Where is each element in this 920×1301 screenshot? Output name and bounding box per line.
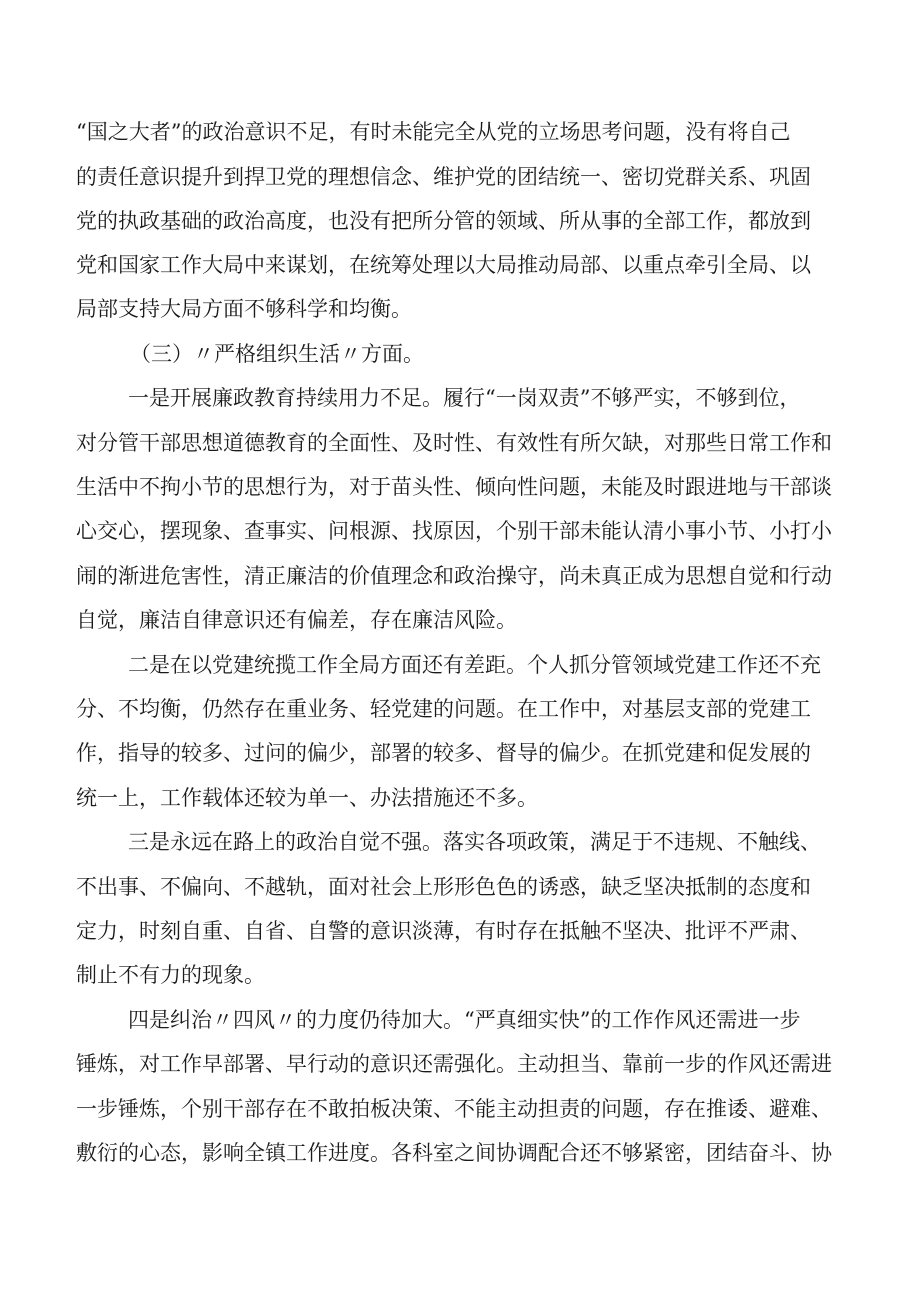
text-line: 敷衍的心态，影响全镇工作进度。各科室之间协调配合还不够紧密，团结奋斗、协 (76, 1141, 832, 1165)
text-line: 一步锤炼，个别干部存在不敢拍板决策、不能主动担责的问题，存在推诿、避难、 (76, 1097, 832, 1121)
text-line: 自觉，廉洁自律意识还有偏差，存在廉洁风险。 (76, 608, 517, 632)
text-line: “国之大者”的政治意识不足，有时未能完全从党的立场思考问题，没有将自己 (76, 120, 791, 144)
section-heading: （三）〃严格组织生活〃方面。 (130, 342, 424, 366)
text-line: 党和国家工作大局中来谋划，在统筹处理以大局推动局部、以重点牵引全局、以 (76, 253, 811, 277)
paragraph-start: 二是在以党建统揽工作全局方面还有差距。个人抓分管领域党建工作还不充 (128, 653, 821, 677)
paragraph-start: 一是开展廉政教育持续用力不足。履行“一岗双责”不够严实，不够到位， (128, 386, 801, 410)
text-line: 定力，时刻自重、自省、自警的意识淡薄，有时存在抵触不坚决、批评不严肃、 (76, 919, 811, 943)
text-line: 闹的渐进危害性，清正廉洁的价值理念和政治操守，尚未真正成为思想自觉和行动 (76, 564, 832, 588)
text-line: 制止不有力的现象。 (76, 963, 265, 987)
text-line: 生活中不拘小节的思想行为，对于苗头性、倾向性问题，未能及时跟进地与干部谈 (76, 475, 832, 499)
text-line: 的责任意识提升到捍卫党的理想信念、维护党的团结统一、密切党群关系、巩固 (76, 165, 811, 189)
text-line: 锤炼，对工作早部署、早行动的意识还需强化。主动担当、靠前一步的作风还需进 (76, 1052, 832, 1076)
text-line: 作，指导的较多、过问的偏少，部署的较多、督导的偏少。在抓党建和促发展的 (76, 741, 811, 765)
text-line: 统一上，工作载体还较为单一、办法措施还不多。 (76, 786, 538, 810)
text-line: 党的执政基础的政治高度，也没有把所分管的领域、所从事的全部工作，都放到 (76, 209, 811, 233)
text-line: 分、不均衡，仍然存在重业务、轻党建的问题。在工作中，对基层支部的党建工 (76, 697, 811, 721)
text-line: 不出事、不偏向、不越轨，面对社会上形形色色的诱惑，缺乏坚决抵制的态度和 (76, 875, 811, 899)
paragraph-start: 四是纠治〃四风〃的力度仍待加大。“严真细实快”的工作作风还需进一步 (128, 1008, 801, 1032)
paragraph-start: 三是永远在路上的政治自觉不强。落实各项政策，满足于不违规、不触线、 (128, 830, 821, 854)
text-line: 对分管干部思想道德教育的全面性、及时性、有效性有所欠缺，对那些日常工作和 (76, 431, 832, 455)
text-line: 局部支持大局方面不够科学和均衡。 (76, 297, 412, 321)
text-line: 心交心，摆现象、查事实、问根源、找原因，个别干部未能认清小事小节、小打小 (76, 519, 832, 543)
